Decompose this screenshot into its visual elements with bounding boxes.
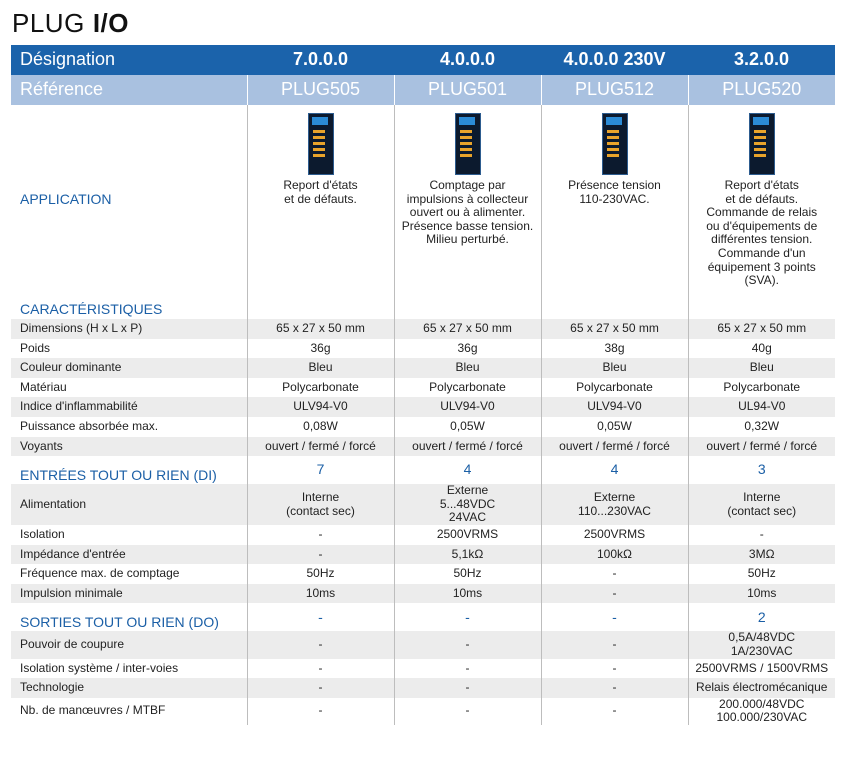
row-value: 2500VRMS / 1500VRMS bbox=[688, 659, 835, 679]
row-value: 65 x 27 x 50 mm bbox=[541, 319, 688, 339]
application-text: Présence tension 110-230VAC. bbox=[568, 178, 661, 206]
table-row bbox=[11, 319, 835, 339]
row-value: 10ms bbox=[247, 584, 394, 604]
row-label: Isolation système / inter-voies bbox=[11, 659, 247, 679]
row-value: 50Hz bbox=[688, 564, 835, 584]
spec-table bbox=[11, 45, 835, 725]
reference-cell: PLUG501 bbox=[394, 75, 541, 105]
row-label: Voyants bbox=[11, 437, 247, 457]
row-label: Pouvoir de coupure bbox=[11, 631, 247, 658]
row-value: Bleu bbox=[247, 358, 394, 378]
row-value: 50Hz bbox=[247, 564, 394, 584]
row-value: - bbox=[247, 698, 394, 725]
section-spacer bbox=[688, 295, 835, 319]
row-label: Alimentation bbox=[11, 484, 247, 525]
row-value: - bbox=[247, 631, 394, 658]
row-value: 0,32W bbox=[688, 417, 835, 437]
table-row bbox=[11, 378, 835, 398]
section-spacer bbox=[394, 295, 541, 319]
row-value: 65 x 27 x 50 mm bbox=[688, 319, 835, 339]
section-spacer bbox=[541, 295, 688, 319]
row-value: 40g bbox=[688, 339, 835, 359]
reference-cell: PLUG512 bbox=[541, 75, 688, 105]
application-row bbox=[11, 105, 835, 295]
row-value: 0,5A/48VDC 1A/230VAC bbox=[688, 631, 835, 658]
designation-row bbox=[11, 45, 835, 75]
table-row bbox=[11, 631, 835, 658]
row-value: Bleu bbox=[541, 358, 688, 378]
row-value: 36g bbox=[247, 339, 394, 359]
application-cell bbox=[394, 105, 541, 295]
section-count: - bbox=[394, 603, 541, 631]
table-row bbox=[11, 545, 835, 565]
row-value: - bbox=[247, 678, 394, 698]
row-label: Isolation bbox=[11, 525, 247, 545]
row-value: 3MΩ bbox=[688, 545, 835, 565]
row-value: 38g bbox=[541, 339, 688, 359]
row-value: - bbox=[394, 659, 541, 679]
section-title: SORTIES TOUT OU RIEN (DO) bbox=[20, 613, 219, 630]
row-value: - bbox=[394, 698, 541, 725]
row-value: ULV94-V0 bbox=[247, 397, 394, 417]
row-value: Externe 5...48VDC 24VAC bbox=[394, 484, 541, 525]
row-value: - bbox=[541, 678, 688, 698]
product-image bbox=[602, 113, 628, 175]
row-value: 0,05W bbox=[394, 417, 541, 437]
reference-cell: PLUG520 bbox=[688, 75, 835, 105]
row-value: 200.000/48VDC 100.000/230VAC bbox=[688, 698, 835, 725]
row-value: 2500VRMS bbox=[541, 525, 688, 545]
row-value: Bleu bbox=[394, 358, 541, 378]
application-cell bbox=[688, 105, 835, 295]
title-prefix: PLUG bbox=[12, 8, 85, 38]
row-value: 65 x 27 x 50 mm bbox=[394, 319, 541, 339]
row-value: 36g bbox=[394, 339, 541, 359]
row-value: Externe 110...230VAC bbox=[541, 484, 688, 525]
application-cell bbox=[247, 105, 394, 295]
application-text: Report d'états et de défauts. Commande de relais ou d'équipements de différentes tension. Commande d'un équipement 3 points (SVA). bbox=[706, 178, 818, 288]
section-spacer bbox=[247, 295, 394, 319]
table-row bbox=[11, 339, 835, 359]
row-value: - bbox=[394, 678, 541, 698]
row-value: - bbox=[541, 698, 688, 725]
product-image bbox=[455, 113, 481, 175]
row-value: ouvert / fermé / forcé bbox=[247, 437, 394, 457]
designation-cell: 3.2.0.0 bbox=[688, 45, 835, 75]
application-label: APPLICATION bbox=[20, 191, 112, 208]
row-value: - bbox=[247, 525, 394, 545]
table-row bbox=[11, 698, 835, 725]
row-value: - bbox=[688, 525, 835, 545]
table-row bbox=[11, 525, 835, 545]
row-value: UL94-V0 bbox=[688, 397, 835, 417]
designation-cell: 7.0.0.0 bbox=[247, 45, 394, 75]
row-label: Fréquence max. de comptage bbox=[11, 564, 247, 584]
row-value: Polycarbonate bbox=[541, 378, 688, 398]
application-text: Report d'états et de défauts. bbox=[283, 178, 358, 206]
page-title bbox=[12, 8, 129, 39]
section-header bbox=[11, 603, 835, 631]
row-value: 10ms bbox=[688, 584, 835, 604]
section-title: ENTRÉES TOUT OU RIEN (DI) bbox=[20, 466, 217, 483]
row-label: Impulsion minimale bbox=[11, 584, 247, 604]
row-value: 65 x 27 x 50 mm bbox=[247, 319, 394, 339]
table-row bbox=[11, 358, 835, 378]
table-row bbox=[11, 397, 835, 417]
row-value: ouvert / fermé / forcé bbox=[688, 437, 835, 457]
row-value: Polycarbonate bbox=[247, 378, 394, 398]
title-suffix: I/O bbox=[92, 8, 129, 38]
reference-label: Référence bbox=[11, 75, 247, 105]
row-value: ouvert / fermé / forcé bbox=[541, 437, 688, 457]
row-value: Interne (contact sec) bbox=[247, 484, 394, 525]
table-row bbox=[11, 484, 835, 525]
row-value: ouvert / fermé / forcé bbox=[394, 437, 541, 457]
product-image bbox=[308, 113, 334, 175]
designation-cell: 4.0.0.0 230V bbox=[541, 45, 688, 75]
row-value: 5,1kΩ bbox=[394, 545, 541, 565]
row-value: Polycarbonate bbox=[688, 378, 835, 398]
product-image bbox=[749, 113, 775, 175]
row-value: Polycarbonate bbox=[394, 378, 541, 398]
row-value: - bbox=[394, 631, 541, 658]
designation-cell: 4.0.0.0 bbox=[394, 45, 541, 75]
row-label: Indice d'inflammabilité bbox=[11, 397, 247, 417]
designation-label: Désignation bbox=[11, 45, 247, 75]
application-cell bbox=[541, 105, 688, 295]
row-value: ULV94-V0 bbox=[394, 397, 541, 417]
reference-row bbox=[11, 75, 835, 105]
section-count: 7 bbox=[247, 456, 394, 484]
section-title: CARACTÉRISTIQUES bbox=[20, 301, 163, 318]
table-row bbox=[11, 678, 835, 698]
row-value: - bbox=[541, 564, 688, 584]
table-row bbox=[11, 584, 835, 604]
row-value: Relais électromécanique bbox=[688, 678, 835, 698]
table-row bbox=[11, 564, 835, 584]
section-header bbox=[11, 295, 835, 319]
table-row bbox=[11, 437, 835, 457]
row-label: Impédance d'entrée bbox=[11, 545, 247, 565]
row-value: - bbox=[541, 631, 688, 658]
application-text: Comptage par impulsions à collecteur ouvert ou à alimenter. Présence basse tension. Milieu perturbé. bbox=[401, 178, 534, 247]
row-value: ULV94-V0 bbox=[541, 397, 688, 417]
row-value: 10ms bbox=[394, 584, 541, 604]
section-count: 2 bbox=[688, 603, 835, 631]
row-label: Couleur dominante bbox=[11, 358, 247, 378]
section-count: - bbox=[247, 603, 394, 631]
row-value: 0,05W bbox=[541, 417, 688, 437]
row-label: Puissance absorbée max. bbox=[11, 417, 247, 437]
section-count: 3 bbox=[688, 456, 835, 484]
section-count: - bbox=[541, 603, 688, 631]
reference-cell: PLUG505 bbox=[247, 75, 394, 105]
section-count: 4 bbox=[394, 456, 541, 484]
row-label: Dimensions (H x L x P) bbox=[11, 319, 247, 339]
row-label: Nb. de manœuvres / MTBF bbox=[11, 698, 247, 725]
row-value: 2500VRMS bbox=[394, 525, 541, 545]
row-label: Matériau bbox=[11, 378, 247, 398]
section-count: 4 bbox=[541, 456, 688, 484]
row-label: Technologie bbox=[11, 678, 247, 698]
row-value: - bbox=[541, 659, 688, 679]
row-value: 50Hz bbox=[394, 564, 541, 584]
section-header bbox=[11, 456, 835, 484]
row-value: 0,08W bbox=[247, 417, 394, 437]
row-value: Interne (contact sec) bbox=[688, 484, 835, 525]
table-row bbox=[11, 659, 835, 679]
row-value: - bbox=[247, 545, 394, 565]
table-row bbox=[11, 417, 835, 437]
row-label: Poids bbox=[11, 339, 247, 359]
row-value: - bbox=[247, 659, 394, 679]
row-value: 100kΩ bbox=[541, 545, 688, 565]
row-value: Bleu bbox=[688, 358, 835, 378]
row-value: - bbox=[541, 584, 688, 604]
